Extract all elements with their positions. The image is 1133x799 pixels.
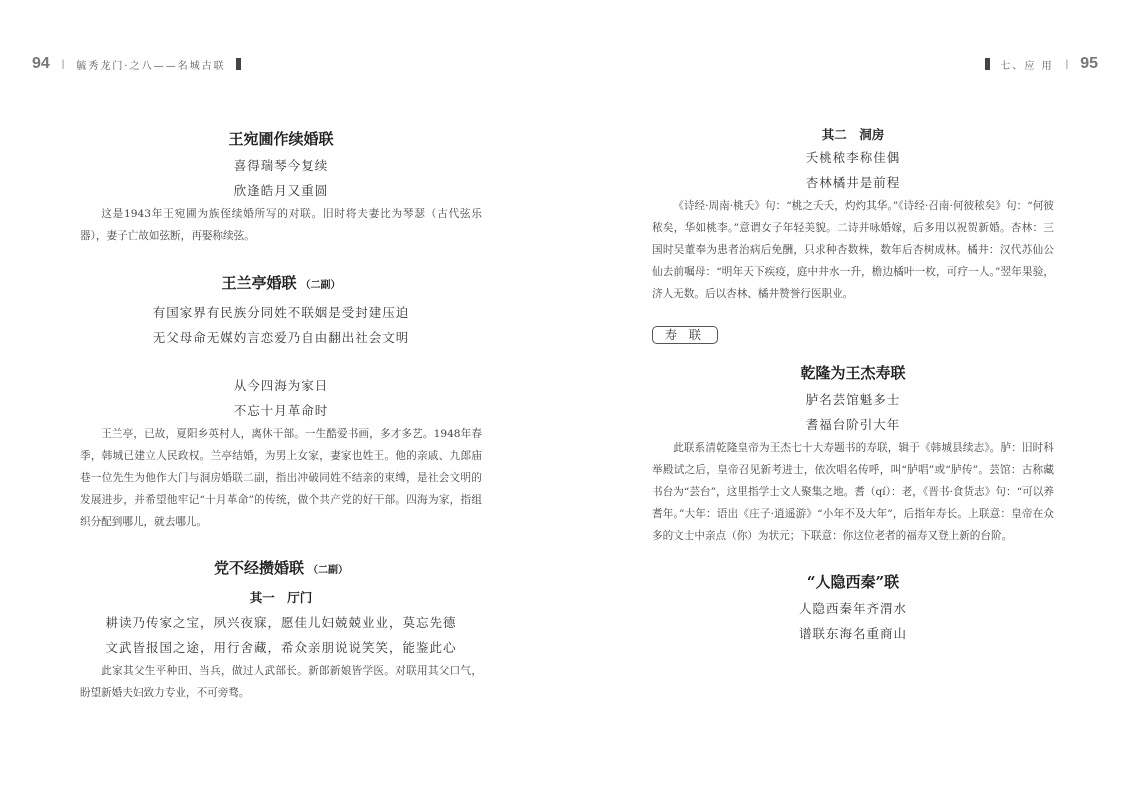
left-page xyxy=(0,0,566,799)
section-title: 乾隆为王杰寿联 xyxy=(800,364,906,382)
header-square-mark xyxy=(985,58,990,70)
section-note: （二副） xyxy=(300,280,341,291)
paragraph: 此联系清乾隆皇帝为王杰七十大寿题书的寿联，辑于《韩城县续志》。胪：旧时科举殿试之后，皇帝召见新考进士，依次唱名传呼，叫“胪唱”或“胪传”。芸馆：古称藏书台为“芸台”，这里指学士文人聚集之地。耆（qí）：老，《晋书·食货志》句：“可以养耆年。”大年：语出《庄子·逍遥游》“小年不及大年”，后指年寿长。上联意：皇帝在众多的文士中亲点（你）为状元；下联意：你这位老者的福寿又登上新的台阶。 xyxy=(652,442,1054,542)
couplet-line: 文武皆报国之途，用行舍藏，希众亲朋说说笑笑，能鉴此心 xyxy=(105,640,457,655)
couplet-line: 耕读乃传家之宝，夙兴夜寐，愿佳儿妇兢兢业业，莫忘先德 xyxy=(105,615,457,630)
section-title: 党不经攒婚联 （二副） xyxy=(213,559,348,577)
paragraph: 这是1943年王宛圃为族侄续婚所写的对联。旧时将夫妻比为琴瑟（古代弦乐器），妻子亡故如弦断，再娶称续弦。 xyxy=(80,208,482,242)
section-title: “人隐西秦”联 xyxy=(806,573,900,591)
right-page xyxy=(566,0,1132,799)
couplet-line: 不忘十月革命时 xyxy=(233,403,329,418)
couplet-line: 杏林橘井是前程 xyxy=(805,175,901,190)
section-title: 王宛圃作续婚联 xyxy=(228,130,334,148)
section-title: 王兰亭婚联 （二副） xyxy=(221,274,341,292)
section-note: （二副） xyxy=(308,565,348,576)
left-header-title: 毓秀龙门·之八——名城古联 xyxy=(76,60,226,72)
subsection-title: 其二 洞房 xyxy=(821,127,885,142)
category-badge: 寿 联 xyxy=(652,326,718,344)
category-badge-wrap xyxy=(652,324,1054,344)
left-content xyxy=(80,124,482,704)
paragraph: 《诗经·周南·桃夭》句：“桃之夭夭，灼灼其华。”《诗经·召南·何彼秾矣》句：“何彼秾矣，华如桃李。”意谓女子年轻美貌。二诗并咏婚嫁，后多用以祝贺新婚。杏林：三国时吴董奉为患者治病后免酬，只求种杏数株，数年后杏树成林。橘井：汉代苏仙公仙去前嘱母：“明年天下疾疫，庭中井水一升，檐边橘叶一枚，可疗一人。”翌年果验，济人无数。后以杏林、橘井赞誉行医职业。 xyxy=(652,200,1054,300)
couplet-line: 耆福台阶引大年 xyxy=(805,417,901,432)
paragraph: 此家其父生平种田、当兵，做过人武部长。新郎新娘皆学医。对联用其父口气，盼望新婚夫妇致力专业，不可旁骛。 xyxy=(80,665,482,699)
couplet-line: 夭桃秾李称佳偶 xyxy=(805,150,901,165)
header-square-mark xyxy=(236,58,241,70)
couplet-line: 人隐西秦年齐渭水 xyxy=(798,601,907,616)
couplet-line: 胪名芸馆魁多士 xyxy=(805,392,901,407)
subsection-title: 其一 厅门 xyxy=(249,590,313,605)
page-number-left: 94 xyxy=(32,55,50,72)
couplet-line: 欣逢皓月又重圆 xyxy=(233,183,329,198)
paragraph: 王兰亭，已故，夏阳乡英村人，离休干部。一生酷爱书画，多才多艺。1948年春季，韩城已建立人民政权。兰亭结婚，为男上女家，妻家也姓王。他的亲戚、九郎庙巷一位先生为他作大门与洞房婚联二副，指出冲破同姓不结亲的束缚，是社会文明的发展进步，并希望他牢记“十月革命”的传统，做个共产党的好干部。四海为家，指组织分配到哪儿，就去哪儿。 xyxy=(80,428,482,528)
couplet-line: 有国家界有民族分同姓不联姻是受封建压迫 xyxy=(152,305,410,320)
header-divider: | xyxy=(61,58,65,70)
couplet-line: 喜得瑞琴今复续 xyxy=(233,158,329,173)
page-number-right: 95 xyxy=(1080,55,1098,72)
header-divider: | xyxy=(1065,58,1069,70)
right-content xyxy=(652,124,1054,646)
couplet-line: 谱联东海名重商山 xyxy=(798,626,907,641)
right-running-header xyxy=(975,52,1098,76)
couplet-line: 无父母命无媒妁言恋爱乃自由翻出社会文明 xyxy=(152,330,410,345)
left-running-header xyxy=(32,52,251,76)
right-header-title: 七、应 用 xyxy=(1000,60,1054,72)
couplet-line: 从今四海为家日 xyxy=(233,378,329,393)
